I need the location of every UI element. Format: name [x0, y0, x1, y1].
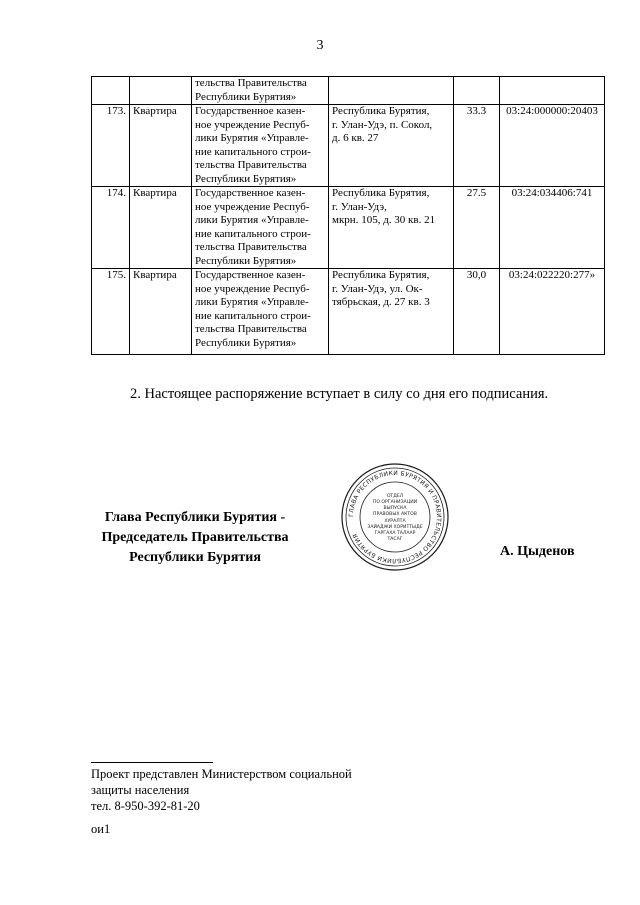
- clause-text: 2. Настоящее распоряжение вступает в силу со дня его подписания.: [130, 386, 549, 402]
- cell-address: [329, 269, 454, 355]
- owner-line: ное учреждение Респуб-: [195, 200, 310, 213]
- owner-line: ние капитального строи-: [195, 227, 311, 240]
- seal-mid-circle: [346, 468, 444, 566]
- cell-type: Квартира: [130, 269, 192, 355]
- cell-num: 173.: [92, 105, 130, 187]
- svg-text:ГАРГАХА ТАЛААР: ГАРГАХА ТАЛААР: [374, 531, 416, 536]
- owner-line: Республики Бурятия»: [195, 172, 297, 185]
- cell-type: Квартира: [130, 105, 192, 187]
- address-line: мкрн. 105, д. 30 кв. 21: [332, 214, 436, 226]
- property-table: [91, 76, 605, 355]
- owner-line: Республики Бурятия»: [195, 336, 297, 349]
- svg-text:ЗАЙАДЖИ ХОРИТТЫДЕ: ЗАЙАДЖИ ХОРИТТЫДЕ: [367, 525, 423, 530]
- footnote: [91, 766, 352, 814]
- cell-owner: [192, 187, 329, 269]
- owner-line: Государственное казен-: [195, 269, 306, 281]
- owner-line: Государственное казен-: [195, 187, 306, 199]
- address-line: г. Улан-Удэ, п. Сокол,: [332, 118, 433, 131]
- owner-line: ное учреждение Респуб-: [195, 118, 310, 131]
- cell-type: Квартира: [130, 187, 192, 269]
- signer-title-line: Республики Бурятия: [129, 550, 261, 565]
- signer-title: [80, 508, 310, 568]
- footnote-line: защиты населения: [91, 783, 190, 797]
- footnote-line: Проект представлен Министерством социальной: [91, 767, 352, 781]
- official-seal-icon: [340, 462, 450, 572]
- cell-area: 30,0: [454, 269, 500, 355]
- owner-line: лики Бурятия «Управле-: [195, 214, 309, 226]
- cell-num: 175.: [92, 269, 130, 355]
- address-line: г. Улан-Удэ,: [332, 200, 387, 213]
- cell-cadastral: 03:24:022220:277»: [500, 269, 605, 355]
- cell-owner: [192, 269, 329, 355]
- cell-cadastral: [500, 77, 605, 105]
- owner-line: Республики Бурятия»: [195, 254, 297, 267]
- table-row: [92, 187, 605, 269]
- svg-text:ОТДЕЛ: ОТДЕЛ: [386, 494, 404, 499]
- document-code: ои1: [91, 822, 111, 836]
- cell-area: [454, 77, 500, 105]
- owner-line: тельства Правительства: [195, 323, 307, 335]
- svg-text:ХУРАЛТА: ХУРАЛТА: [384, 519, 406, 524]
- address-line: тябрьская, д. 27 кв. 3: [332, 296, 430, 308]
- footnote-line: тел. 8-950-392-81-20: [91, 799, 200, 813]
- cell-area: 27.5: [454, 187, 500, 269]
- cell-num: 174.: [92, 187, 130, 269]
- owner-line: тельства Правительства: [195, 77, 307, 89]
- owner-line: тельства Правительства: [195, 241, 307, 253]
- cell-address: [329, 105, 454, 187]
- address-line: д. 6 кв. 27: [332, 132, 379, 144]
- address-line: Республика Бурятия,: [332, 105, 430, 117]
- address-line: Республика Бурятия,: [332, 187, 430, 199]
- cell-type: [130, 77, 192, 105]
- table-row: [92, 105, 605, 187]
- owner-line: тельства Правительства: [195, 159, 307, 171]
- seal-ring-text: ГЛАВА РЕСПУБЛИКИ БУРЯТИЯ И ПРАВИТЕЛЬСТВО РЕСПУБЛИКИ БУРЯТИЯ: [347, 469, 443, 565]
- owner-line: Государственное казен-: [195, 105, 306, 117]
- cell-num: [92, 77, 130, 105]
- owner-line: лики Бурятия «Управле-: [195, 132, 309, 144]
- cell-owner: [192, 77, 329, 105]
- svg-text:ТАСАГ: ТАСАГ: [387, 537, 403, 542]
- page-number: 3: [316, 38, 324, 53]
- owner-line: Республики Бурятия»: [195, 90, 297, 103]
- table-row-continuation: [92, 77, 605, 105]
- cell-cadastral: 03:24:000000:20403: [500, 105, 605, 187]
- address-line: г. Улан-Удэ, ул. Ок-: [332, 282, 423, 295]
- svg-text:ПО ОРГАНИЗАЦИИ: ПО ОРГАНИЗАЦИИ: [372, 500, 418, 505]
- cell-address: [329, 77, 454, 105]
- seal-inner-text: [367, 493, 422, 542]
- signer-title-line: Председатель Правительства: [101, 530, 289, 545]
- signer-name: А. Цыденов: [500, 544, 575, 559]
- svg-text:ВЫПУСКА: ВЫПУСКА: [383, 506, 407, 511]
- owner-line: лики Бурятия «Управле-: [195, 296, 309, 308]
- svg-text:ПРАВОВЫХ АКТОВ: ПРАВОВЫХ АКТОВ: [373, 512, 417, 517]
- seal-outer-circle: [342, 464, 448, 570]
- cell-owner: [192, 105, 329, 187]
- cell-area: 33.3: [454, 105, 500, 187]
- signer-title-line: Глава Республики Бурятия -: [104, 510, 286, 525]
- footnote-divider: [91, 762, 213, 763]
- owner-line: ние капитального строи-: [195, 145, 311, 158]
- cell-cadastral: 03:24:034406:741: [500, 187, 605, 269]
- owner-line: ние капитального строи-: [195, 309, 311, 322]
- owner-line: ное учреждение Респуб-: [195, 282, 310, 295]
- table-row: [92, 269, 605, 355]
- address-line: Республика Бурятия,: [332, 269, 430, 281]
- cell-address: [329, 187, 454, 269]
